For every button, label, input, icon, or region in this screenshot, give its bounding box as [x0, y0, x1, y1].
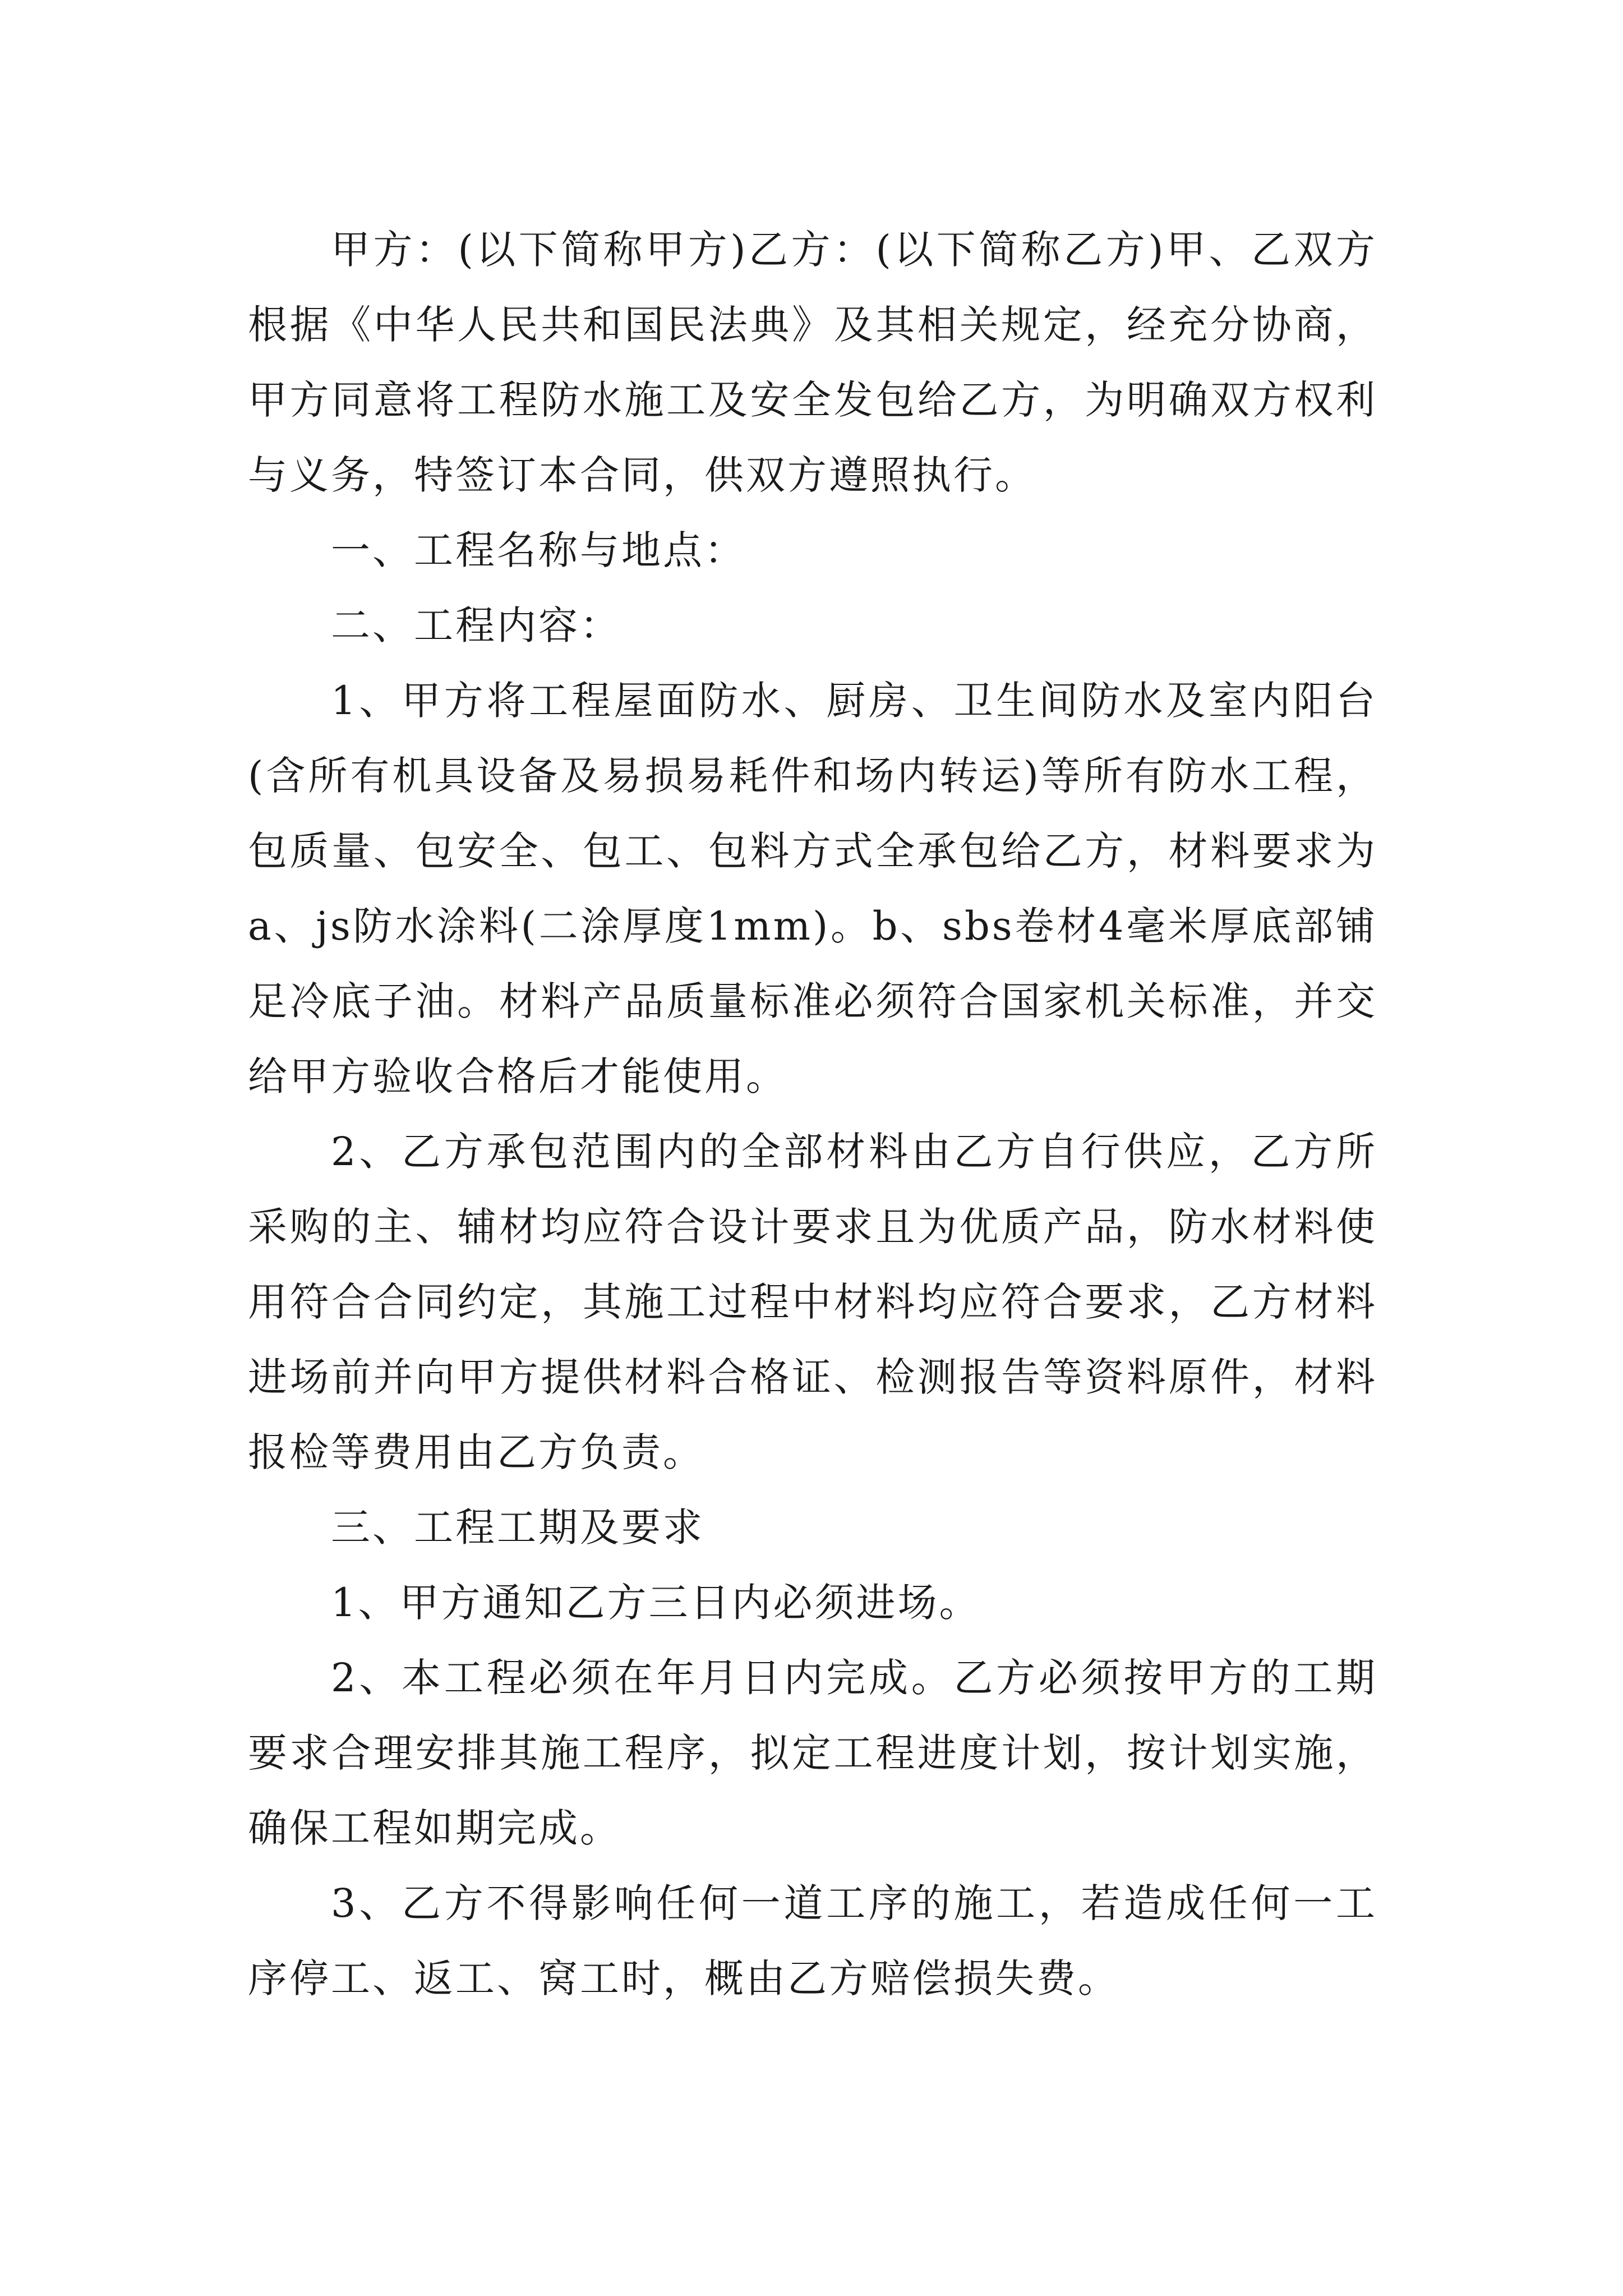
heading-project-name-location: 一、工程名称与地点： [331, 527, 746, 573]
heading-project-content: 二、工程内容： [331, 602, 621, 648]
paragraph-schedule-item-1: 1、甲方通知乙方三日内必须进场。 [331, 1580, 981, 1626]
document-body [248, 212, 1377, 2016]
paragraph-content-item-2: 2、乙方承包范围内的全部材料由乙方自行供应，乙方所采购的主、辅材均应符合设计要求且为优质产品，防水材料使用符合合同约定，其施工过程中材料均应符合要求，乙方材料进场前并向甲方提供材料合格证、检测报告等资料原件，材料报检等费用由乙方负责。 [248, 1129, 1377, 1475]
heading-schedule-requirements: 三、工程工期及要求 [331, 1504, 704, 1550]
paragraph-schedule-item-2: 2、本工程必须在年月日内完成。乙方必须按甲方的工期要求合理安排其施工程序，拟定工程进度计划，按计划实施，确保工程如期完成。 [248, 1655, 1377, 1851]
paragraph-content-item-1: 1、甲方将工程屋面防水、厨房、卫生间防水及室内阳台(含所有机具设备及易损易耗件和场内转运)等所有防水工程，包质量、包安全、包工、包料方式全承包给乙方，材料要求为a、js防水涂料(二涂厚度1mm)。b、sbs卷材4毫米厚底部铺足冷底子油。材料产品质量标准必须符合国家机关标准，并交给甲方验收合格后才能使用。 [248, 678, 1377, 1099]
paragraph-preamble: 甲方：(以下简称甲方)乙方：(以下简称乙方)甲、乙双方根据《中华人民共和国民法典》及其相关规定，经充分协商，甲方同意将工程防水施工及安全发包给乙方，为明确双方权利与义务，特签订本合同，供双方遵照执行。 [248, 227, 1377, 498]
paragraph-schedule-item-3: 3、乙方不得影响任何一道工序的施工，若造成任何一工序停工、返工、窝工时，概由乙方赔偿损失费。 [248, 1880, 1377, 2001]
